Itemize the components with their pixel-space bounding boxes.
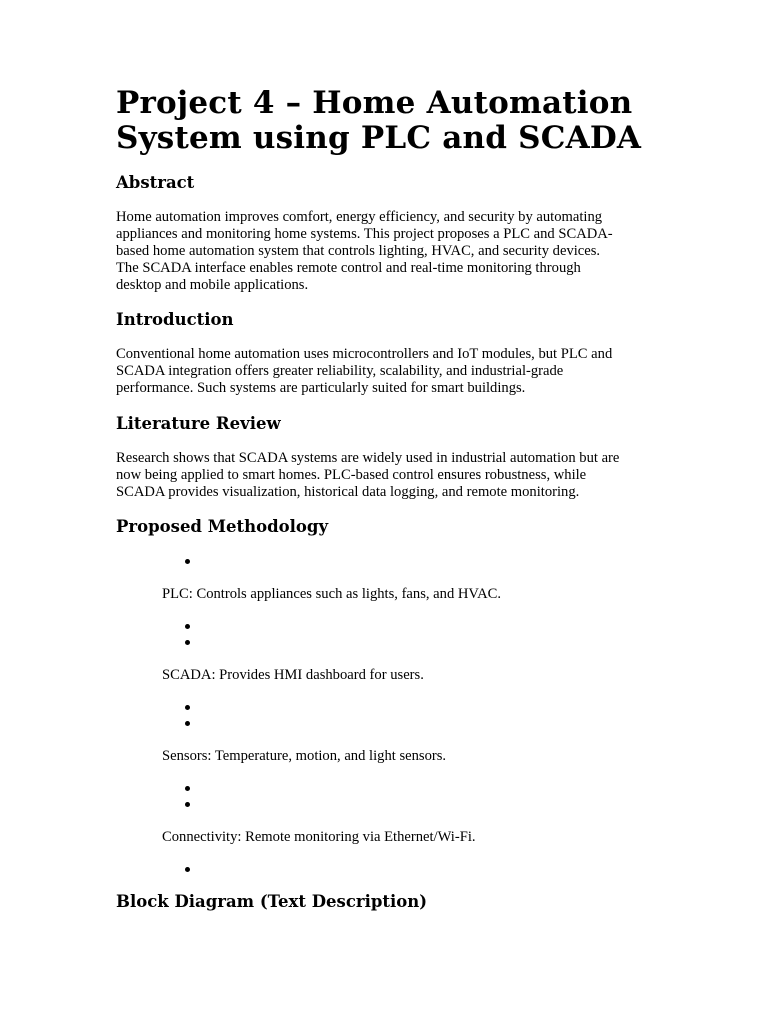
abstract-line: The SCADA interface enables remote control and real-time monitoring through (116, 260, 581, 276)
list-bullet (184, 715, 192, 732)
literature-review-line: now being applied to smart homes. PLC-based control ensures robustness, while (116, 467, 587, 483)
list-bullet (184, 699, 192, 716)
introduction-line: SCADA integration offers greater reliability, scalability, and industrial-grade (116, 363, 564, 379)
literature-review-line: SCADA provides visualization, historical data logging, and remote monitoring. (116, 484, 580, 500)
abstract-line: based home automation system that controls lighting, HVAC, and security devices. (116, 243, 601, 259)
methodology-item-plc: PLC: Controls appliances such as lights, fans, and HVAC. (162, 586, 502, 602)
methodology-item-connectivity: Connectivity: Remote monitoring via Ethernet/Wi-Fi. (162, 829, 476, 845)
abstract-heading: Abstract (116, 173, 195, 192)
literature-review-line: Research shows that SCADA systems are widely used in industrial automation but are (116, 450, 620, 466)
page-title: Project 4 – Home Automation System using PLC and SCADA (116, 85, 642, 156)
introduction-line: performance. Such systems are particularly suited for smart buildings. (116, 380, 526, 396)
block-diagram-heading: Block Diagram (Text Description) (116, 892, 428, 911)
proposed-methodology-heading: Proposed Methodology (116, 517, 329, 536)
list-bullet (184, 618, 192, 635)
methodology-item-scada: SCADA: Provides HMI dashboard for users. (162, 667, 424, 683)
list-bullet (184, 553, 192, 570)
list-bullet (184, 634, 192, 651)
literature-review-heading: Literature Review (116, 414, 281, 433)
introduction-line: Conventional home automation uses microcontrollers and IoT modules, but PLC and (116, 346, 613, 362)
introduction-heading: Introduction (116, 310, 234, 329)
list-bullet (184, 861, 192, 878)
list-bullet (184, 796, 192, 813)
abstract-line: desktop and mobile applications. (116, 277, 309, 293)
abstract-line: Home automation improves comfort, energy efficiency, and security by automating (116, 209, 603, 225)
abstract-line: appliances and monitoring home systems. This project proposes a PLC and SCADA- (116, 226, 613, 242)
list-bullet (184, 780, 192, 797)
methodology-item-sensors: Sensors: Temperature, motion, and light sensors. (162, 748, 447, 764)
